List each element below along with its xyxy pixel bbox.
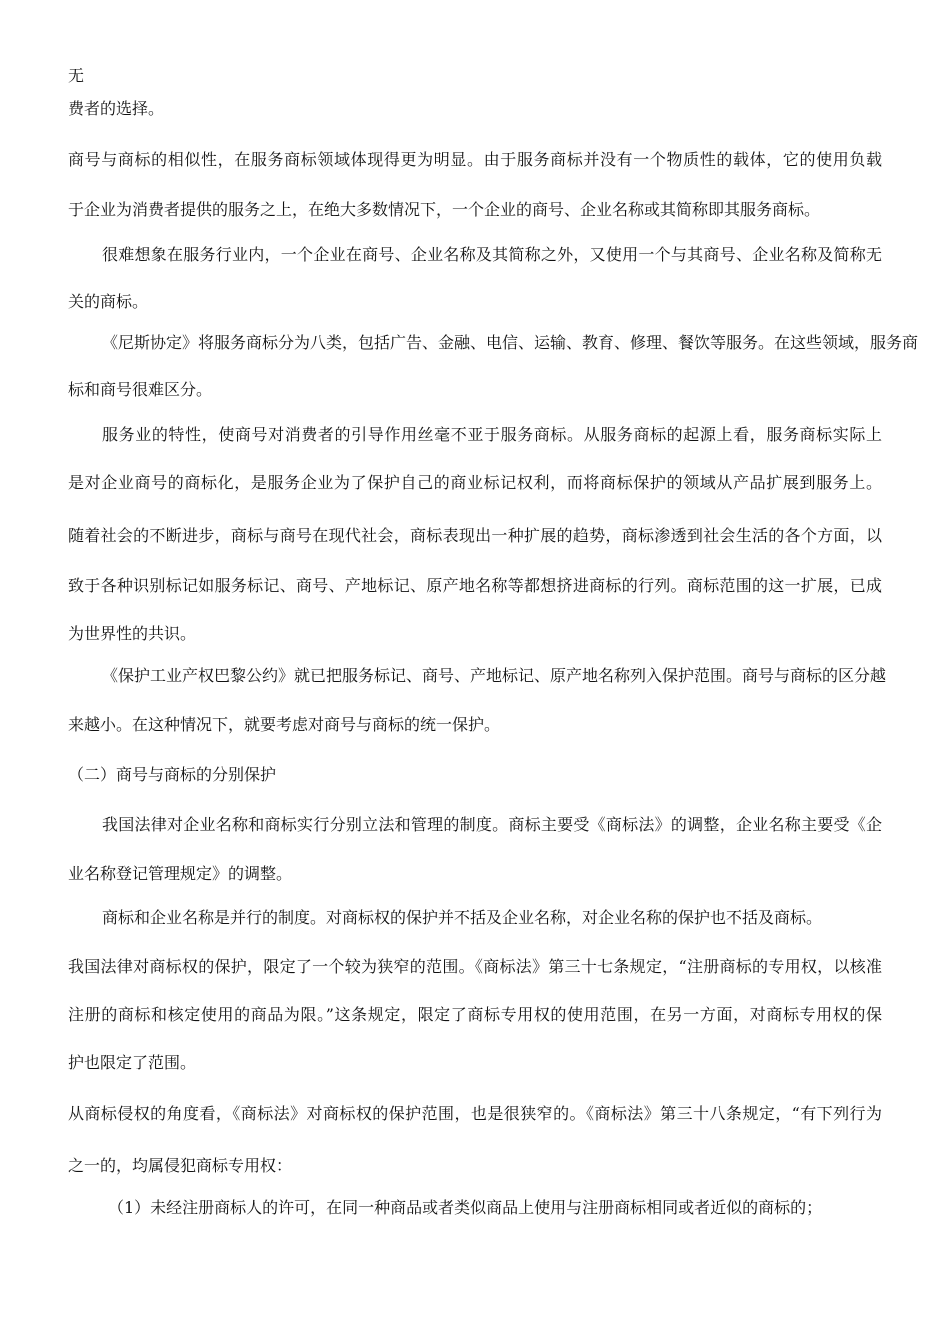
text-line: 《保护工业产权巴黎公约》就已把服务标记、商号、产地标记、原产地名称列入保护范围。商号与商标的区分越: [102, 666, 887, 685]
text-line: 标和商号很难区分。: [68, 380, 213, 399]
text-line: 从商标侵权的角度看，《商标法》对商标权的保护范围，也是很狭窄的。《商标法》第三十八条规定，“有下列行为: [68, 1104, 882, 1123]
section-heading: （二）商号与商标的分别保护: [68, 765, 277, 784]
text-line: 很难想象在服务行业内，一个企业在商号、企业名称及其简称之外，又使用一个与其商号、企业名称及简称无: [102, 245, 882, 264]
text-line: 商号与商标的相似性，在服务商标领域体现得更为明显。由于服务商标并没有一个物质性的载体，它的使用负载: [68, 150, 882, 169]
text-line: 之一的，均属侵犯商标专用权：: [68, 1156, 293, 1175]
text-line: 护也限定了范围。: [68, 1053, 197, 1072]
text-line: 随着社会的不断进步，商标与商号在现代社会，商标表现出一种扩展的趋势，商标渗透到社会生活的各个方面，以: [68, 526, 882, 545]
text-line: 是对企业商号的商标化，是服务企业为了保护自己的商业标记权利，而将商标保护的领域从产品扩展到服务上。: [68, 473, 882, 492]
list-item: （1）未经注册商标人的许可，在同一种商品或者类似商品上使用与注册商标相同或者近似的商标的；: [108, 1198, 823, 1217]
text-line: 于企业为消费者提供的服务之上，在绝大多数情况下，一个企业的商号、企业名称或其简称即其服务商标。: [68, 200, 821, 219]
text-line: 注册的商标和核定使用的商品为限。”这条规定，限定了商标专用权的使用范围，在另一方面，对商标专用权的保: [68, 1005, 882, 1024]
text-line: 商标和企业名称是并行的制度。对商标权的保护并不括及企业名称，对企业名称的保护也不括及商标。: [102, 908, 823, 927]
text-line: 《尼斯协定》将服务商标分为八类，包括广告、金融、电信、运输、教育、修理、餐饮等服务。在这些领域，服务商: [102, 333, 919, 352]
text-line: 费者的选择。: [68, 99, 165, 118]
text-line: 业名称登记管理规定》的调整。: [68, 864, 293, 883]
text-line: 服务业的特性，使商号对消费者的引导作用丝毫不亚于服务商标。从服务商标的起源上看，服务商标实际上: [102, 425, 882, 444]
text-line: 关的商标。: [68, 292, 149, 311]
text-line: 来越小。在这种情况下，就要考虑对商号与商标的统一保护。: [68, 715, 501, 734]
text-line: 无: [68, 66, 85, 85]
text-line: 为世界性的共识。: [68, 624, 197, 643]
text-line: 我国法律对商标权的保护，限定了一个较为狭窄的范围。《商标法》第三十七条规定，“注册商标的专用权，以核准: [68, 957, 882, 976]
text-line: 致于各种识别标记如服务标记、商号、产地标记、原产地名称等都想挤进商标的行列。商标范围的这一扩展，已成: [68, 576, 882, 595]
text-line: 我国法律对企业名称和商标实行分别立法和管理的制度。商标主要受《商标法》的调整，企业名称主要受《企: [102, 815, 882, 834]
